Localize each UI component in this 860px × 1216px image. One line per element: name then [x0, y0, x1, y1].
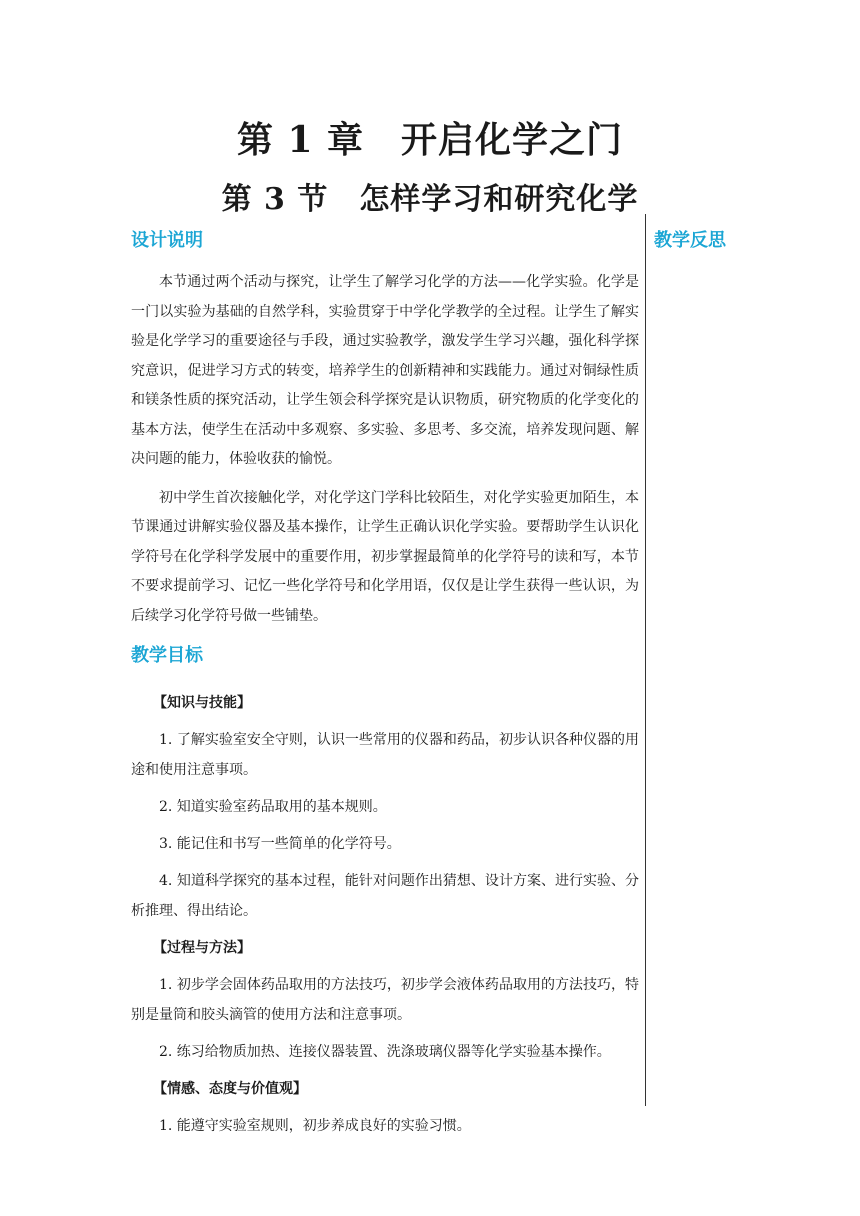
- chapter-title: 第 1 章 开启化学之门: [236, 119, 624, 161]
- design-paragraph-1: 本节通过两个活动与探究，让学生了解学习化学的方法——化学实验。化学是一门以实验为基础的自然学科，实验贯穿于中学化学教学的全过程。让学生了解实验是化学学习的重要途径与手段，通过实验教学，激发学生学习兴趣，强化科学探究意识，促进学习方式的转变，培养学生的创新精神和实践能力。通过对铜绿性质和镁条性质的探究活动，让学生领会科学探究是认识物质，研究物质的化学变化的基本方法，使学生在活动中多观察、多实验、多思考、多交流，培养发现问题、解决问题的能力，体验收获的愉悦。: [131, 274, 639, 467]
- attitude-item-1: 1. 能遵守实验室规则，初步养成良好的实验习惯。: [159, 1118, 471, 1134]
- main-column: [131, 226, 639, 1141]
- goals-heading: 教学目标: [131, 645, 203, 666]
- knowledge-item-1: 1. 了解实验室安全守则，认识一些常用的仪器和药品，初步认识各种仪器的用途和使用注意事项。: [131, 732, 639, 778]
- process-methods-label: 【过程与方法】: [153, 940, 251, 956]
- sidebar-column: [654, 226, 834, 256]
- knowledge-item-3: 3. 能记住和书写一些简单的化学符号。: [159, 836, 401, 852]
- knowledge-item-2: 2. 知道实验室药品取用的基本规则。: [159, 799, 387, 815]
- column-divider: [645, 214, 646, 1106]
- section-title: 第 3 节 怎样学习和研究化学: [221, 182, 639, 217]
- design-paragraph-2: 初中学生首次接触化学，对化学这门学科比较陌生，对化学实验更加陌生，本节课通过讲解实验仪器及基本操作，让学生正确认识化学实验。要帮助学生认识化学符号在化学科学发展中的重要作用，初步掌握最简单的化学符号的读和写，本节不要求提前学习、记忆一些化学符号和化学用语，仅仅是让学生获得一些认识，为后续学习化学符号做一些铺垫。: [131, 489, 639, 624]
- knowledge-skills-label: 【知识与技能】: [153, 695, 251, 711]
- teaching-goals: [131, 641, 639, 1141]
- reflection-heading: 教学反思: [654, 230, 726, 251]
- knowledge-item-4: 4. 知道科学探究的基本过程，能针对问题作出猜想、设计方案、进行实验、分析推理、得出结论。: [131, 873, 639, 919]
- process-item-1: 1. 初步学会固体药品取用的方法技巧，初步学会液体药品取用的方法技巧，特别是量筒和胶头滴管的使用方法和注意事项。: [131, 977, 639, 1023]
- design-heading: 设计说明: [131, 230, 203, 251]
- process-item-2: 2. 练习给物质加热、连接仪器装置、洗涤玻璃仪器等化学实验基本操作。: [159, 1044, 611, 1060]
- attitude-values-label: 【情感、态度与价值观】: [153, 1081, 307, 1097]
